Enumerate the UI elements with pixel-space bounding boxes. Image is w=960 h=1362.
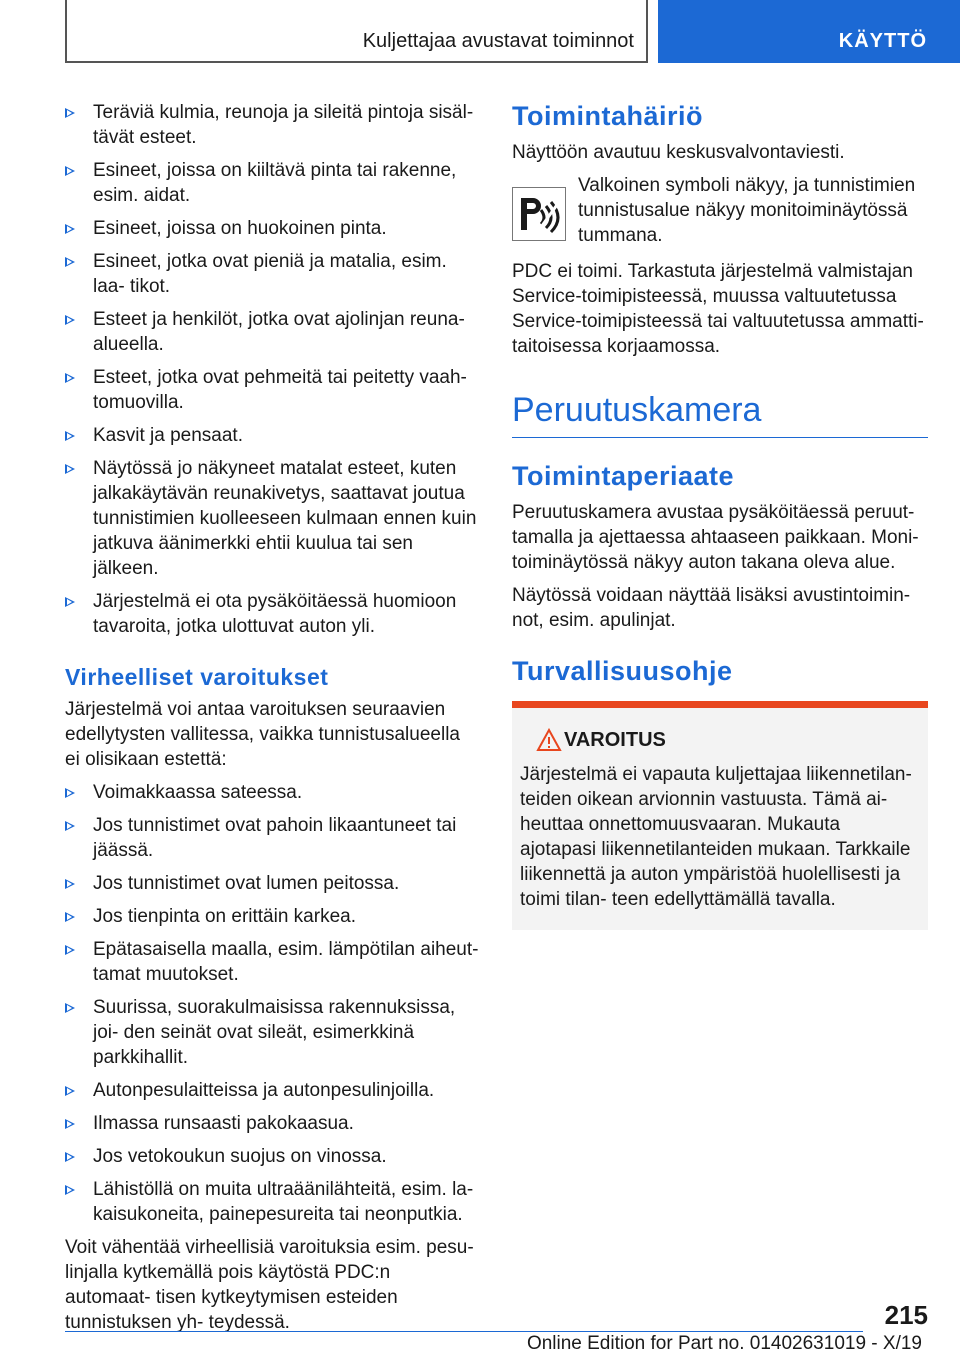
footer-divider: [65, 1331, 863, 1332]
triangle-bullet-icon: [65, 373, 75, 383]
safety-heading: Turvallisuusohje: [512, 656, 733, 686]
list-item: Esteet ja henkilöt, jotka ovat ajolinjan reuna- alueella.: [65, 307, 480, 357]
malfunction-text: PDC ei toimi. Tarkastuta järjestelmä valmistajan Service-toimipisteessä, muussa valtuutetussa Service-toimipisteessä tai valtuutetussa ammatti- taitoisessa korjaamossa.: [512, 261, 924, 357]
triangle-bullet-icon: [65, 1119, 75, 1129]
list-item: Autonpesulaitteissa ja autonpesulinjoilla.: [65, 1078, 480, 1103]
list-item: Järjestelmä ei ota pysäköitäessä huomioon tavaroita, jotka ulottuvat auton yli.: [65, 589, 480, 639]
warning-triangle-icon: [536, 728, 562, 760]
triangle-bullet-icon: [65, 788, 75, 798]
warning-text: Järjestelmä ei vapauta kuljettajaa liikennetilan- teiden oikean arvionnin vastuusta. Tämä ai- heuttaa onnettomuusvaaran. Mukauta ajotapasi liikennetilanteiden mukaan. Tarkkaile liikennettä ja auton ympäristöä huolellisesti ja toimi tilan- teen edellyttämällä tavalla.: [520, 764, 912, 910]
obstacle-list: [65, 100, 480, 639]
list-item: Lähistöllä on muita ultraäänilähteitä, esim. la- kaisukoneita, painepesureita tai neonputkia.: [65, 1177, 480, 1227]
list-item: Suurissa, suorakulmaisissa rakennuksissa, joi- den seinät ovat sileät, esimerkkinä parkkihallit.: [65, 995, 480, 1070]
triangle-bullet-icon: [65, 257, 75, 267]
malfunction-heading: Toimintahäiriö: [512, 101, 704, 131]
triangle-bullet-icon: [65, 224, 75, 234]
triangle-bullet-icon: [65, 597, 75, 607]
header-section-title: Kuljettajaa avustavat toiminnot: [362, 30, 634, 52]
pdc-fault-symbol-icon: [512, 187, 566, 241]
triangle-bullet-icon: [65, 879, 75, 889]
list-item: Esineet, joissa on kiiltävä pinta tai rakenne, esim. aidat.: [65, 158, 480, 208]
header-chapter-tab[interactable]: [658, 0, 960, 63]
false-warnings-closing: Voit vähentää virheellisiä varoituksia esim. pesu- linjalla kytkemällä pois käytöstä PDC:n automaat- tisen kytkeytymisen esteiden tunnistuksen yh- teydessä.: [65, 1237, 474, 1333]
triangle-bullet-icon: [65, 1086, 75, 1096]
triangle-bullet-icon: [65, 315, 75, 325]
symbol-row: [512, 173, 928, 251]
warning-title-row: [520, 726, 920, 754]
list-item: Jos tunnistimet ovat pahoin likaantuneet tai jäässä.: [65, 813, 480, 863]
right-column: [512, 100, 928, 930]
warning-box: [512, 701, 928, 930]
camera-chapter-heading: Peruutuskamera: [512, 389, 928, 438]
list-item: Voimakkaassa sateessa.: [65, 780, 480, 805]
warning-title: VAROITUS: [564, 729, 666, 751]
list-item: Esineet, joissa on huokoinen pinta.: [65, 216, 480, 241]
triangle-bullet-icon: [65, 1152, 75, 1162]
list-item: Jos tienpinta on erittäin karkea.: [65, 904, 480, 929]
false-warnings-list: [65, 780, 480, 1227]
malfunction-intro: Näyttöön avautuu keskusvalvontaviesti.: [512, 142, 845, 163]
symbol-description: Valkoinen symboli näkyy, ja tunnistimien tunnistusalue näkyy monitoiminäytössä tummana.: [578, 175, 916, 246]
triangle-bullet-icon: [65, 464, 75, 474]
triangle-bullet-icon: [65, 166, 75, 176]
triangle-bullet-icon: [65, 945, 75, 955]
list-item: Jos tunnistimet ovat lumen peitossa.: [65, 871, 480, 896]
principle-paragraph-2: Näytössä voidaan näyttää lisäksi avustintoimin- not, esim. apulinjat.: [512, 585, 911, 631]
triangle-bullet-icon: [65, 912, 75, 922]
triangle-bullet-icon: [65, 1185, 75, 1195]
footer-edition: Online Edition for Part no. 01402631019 - X/19: [526, 1333, 922, 1354]
list-item: Kasvit ja pensaat.: [65, 423, 480, 448]
triangle-bullet-icon: [65, 1003, 75, 1013]
principle-paragraph-1: Peruutuskamera avustaa pysäköitäessä peruut- tamalla ja ajettaessa ahtaaseen paikkaan. Moni- toiminäytössä näkyy auton takana oleva alue.: [512, 502, 919, 573]
header-section-box: [65, 0, 648, 63]
list-item: Epätasaisella maalla, esim. lämpötilan aiheut- tamat muutokset.: [65, 937, 480, 987]
list-item: Ilmassa runsaasti pakokaasua.: [65, 1111, 480, 1136]
principle-heading: Toimintaperiaate: [512, 461, 735, 491]
page-number: 215: [884, 1300, 928, 1330]
triangle-bullet-icon: [65, 821, 75, 831]
list-item: Esineet, jotka ovat pieniä ja matalia, esim. laa- tikot.: [65, 249, 480, 299]
list-item: Jos vetokoukun suojus on vinossa.: [65, 1144, 480, 1169]
header-chapter-label: KÄYTTÖ: [838, 30, 927, 52]
list-item: Esteet, jotka ovat pehmeitä tai peitetty vaah- tomuovilla.: [65, 365, 480, 415]
list-item: Näytössä jo näkyneet matalat esteet, kuten jalkakäytävän reunakivetys, saattavat joutua tunnistimien kuolleeseen kulmaan ennen kuin jatkuva äänimerkki ehtii kuulua tai sen jälkeen.: [65, 456, 480, 581]
list-item: Teräviä kulmia, reunoja ja sileitä pintoja sisäl- tävät esteet.: [65, 100, 480, 150]
triangle-bullet-icon: [65, 108, 75, 118]
triangle-bullet-icon: [65, 431, 75, 441]
false-warnings-intro: Järjestelmä voi antaa varoituksen seuraavien edellytysten vallitessa, vaikka tunnistusalueella ei olisikaan estettä:: [65, 699, 460, 770]
left-column: [65, 100, 480, 1343]
false-warnings-heading: Virheelliset varoitukset: [65, 664, 329, 690]
